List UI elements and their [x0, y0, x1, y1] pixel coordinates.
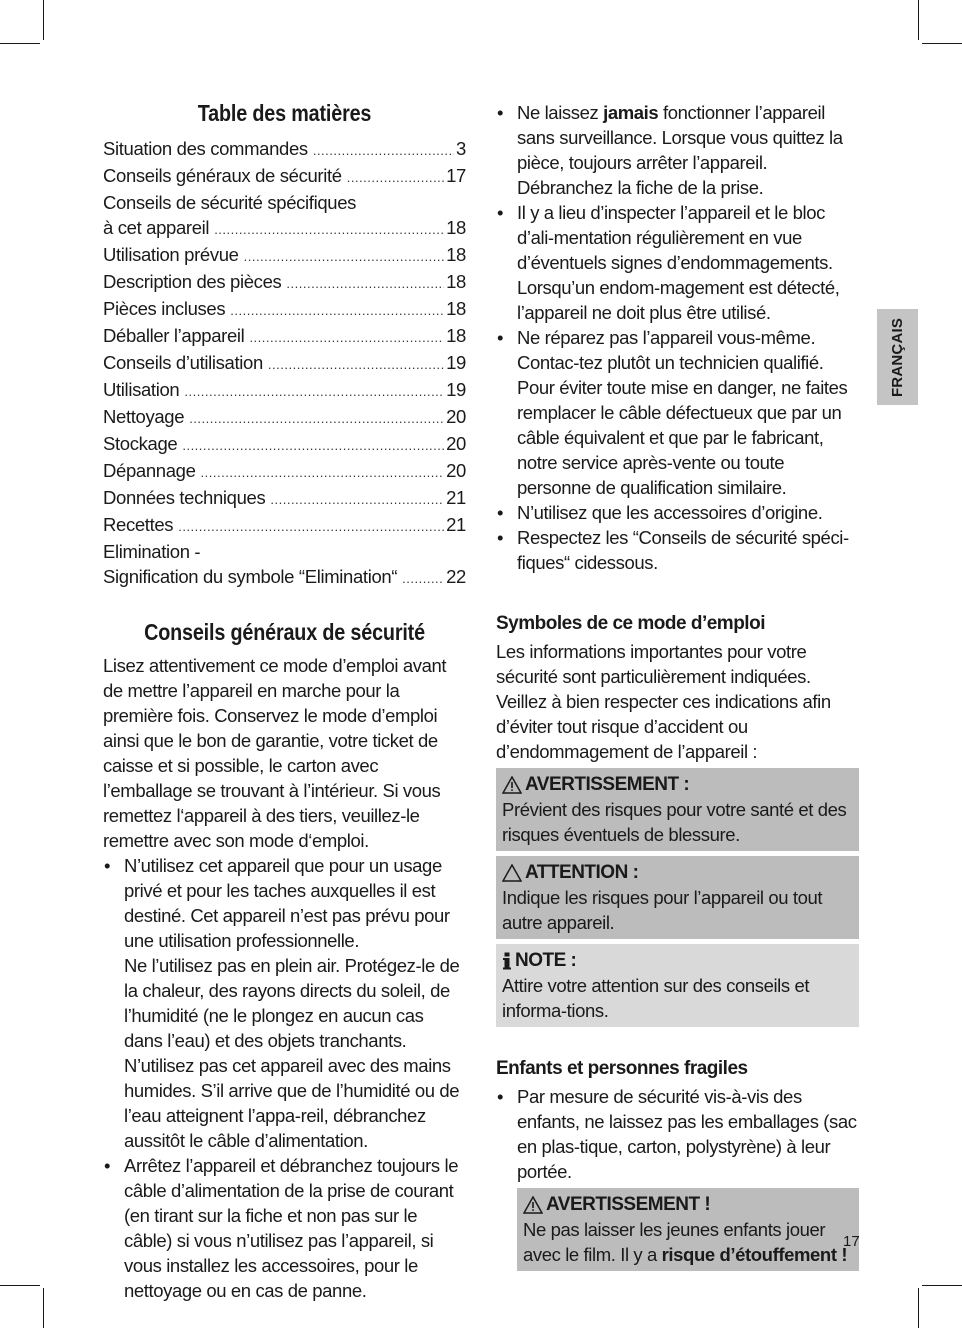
toc-entry-page: 20 [446, 433, 466, 454]
symbols-heading: Symboles de ce mode d’emploi [496, 613, 765, 634]
toc-entry [103, 323, 466, 350]
toc-entry-label: Description des pièces [103, 271, 282, 292]
left-column [103, 100, 466, 1303]
toc-entry-label: Stockage [103, 433, 178, 454]
warning-triangle-icon [502, 776, 522, 794]
toc-dot-leader [244, 244, 445, 269]
list-item [496, 1084, 859, 1271]
toc-title: Table des matières [197, 100, 372, 126]
toc-entry-label: Conseils généraux de sécurité [103, 165, 342, 186]
toc-entry-page: 21 [446, 514, 466, 535]
crop-mark [43, 0, 44, 40]
toc-dot-leader [402, 566, 444, 591]
toc-entry-page: 17 [446, 165, 466, 186]
children-heading: Enfants et personnes fragiles [496, 1058, 748, 1079]
crop-mark [43, 1288, 44, 1328]
attention-triangle-icon [502, 864, 522, 882]
toc-entry-page: 18 [446, 325, 466, 346]
list-item: • Ne réparez pas l’appareil vous-même. Contac-tez plutôt un technicien qualifié. Pour éviter toute mise en danger, ne faites remplacer le câble défectueux que par un câble équivalent et que par le fabricant, notre service après-vente ou toute personne de qualification similaire. [496, 325, 859, 500]
toc-dot-leader [249, 325, 444, 350]
toc-entry-page: 19 [446, 352, 466, 373]
toc-dot-leader [201, 460, 445, 485]
toc-entry-page: 19 [446, 379, 466, 400]
list-item: • N’utilisez que les accessoires d’origine. [496, 500, 859, 525]
warning-text-part: Ne pas laisser les jeunes enfants jouer avec le film. Il y a [523, 1219, 826, 1265]
crop-mark [0, 1285, 40, 1286]
children-warning-title: AVERTISSEMENT ! [546, 1194, 711, 1215]
toc-entry-page: 22 [446, 566, 466, 587]
toc-entry-label: Signification du symbole “Elimination“ [103, 566, 398, 587]
toc-entry-page: 21 [446, 487, 466, 508]
bullet-text: Par mesure de sécurité vis-à-vis des enfants, ne laissez pas les emballages (sac en plas-tique, carton, polystyrène) à leur portée. [517, 1086, 857, 1182]
toc-entry-label: Dépannage [103, 460, 196, 481]
general-safety-list [103, 853, 466, 1303]
note-text: Attire votre attention sur des conseils et informa-tions. [502, 975, 810, 1021]
toc-entry-label: Conseils d’utilisation [103, 352, 263, 373]
crop-mark [0, 43, 40, 44]
bullet-text: Ne l’utilisez pas en plein air. Protégez-le de la chaleur, des rayons directs du soleil, de l’humidité (ne le plongez en aucun cas dans l’eau) et des objets tranchants. N’utilisez pas cet appareil avec des mains humides. S’il arrive que de l’humidité ou de l’eau atteignent l’appa-reil, débranchez aussitôt le câble d’alimentation. [124, 955, 460, 1151]
list-item: • Il y a lieu d’inspecter l’appareil et le bloc d’ali-mentation régulièrement en vue d’éventuels signes d’endommagements. Lorsqu’un endom-magement est détecté, l’appareil ne doit plus être utilisé. [496, 200, 859, 325]
toc-entry-page: 18 [446, 298, 466, 319]
info-icon [502, 952, 512, 970]
toc-dot-leader [182, 433, 444, 458]
toc-entry-label: Pièces incluses [103, 298, 226, 319]
toc-entry-page: 18 [446, 217, 466, 238]
language-tab [877, 309, 918, 405]
warning-text-emphasis: risque d’étouffement ! [661, 1244, 848, 1265]
toc-entry [103, 485, 466, 512]
toc-entry [103, 136, 466, 163]
warning-title: AVERTISSEMENT : [525, 774, 690, 795]
toc-entry-label: Utilisation prévue [103, 244, 239, 265]
attention-text: Indique les risques pour l’appareil ou tout autre appareil. [502, 887, 823, 933]
toc-entry [103, 431, 466, 458]
language-tab-label: FRANÇAIS [889, 317, 907, 397]
right-column [496, 100, 859, 1271]
toc-entry-label: Utilisation [103, 379, 180, 400]
toc-dot-leader [313, 138, 454, 163]
list-item [496, 100, 859, 200]
page-number: 17 [843, 1233, 860, 1250]
toc-dot-leader [347, 165, 444, 190]
toc-entry [103, 215, 466, 242]
toc-entry-page: 20 [446, 460, 466, 481]
toc-entry-label: Elimination - [103, 541, 201, 562]
toc-entry-label: Recettes [103, 514, 174, 535]
attention-title: ATTENTION : [525, 862, 639, 883]
toc-dot-leader [184, 379, 444, 404]
crop-mark [918, 1288, 919, 1328]
toc-entry [103, 564, 466, 591]
list-item: • Respectez les “Conseils de sécurité spéci-fiques“ cidessous. [496, 525, 859, 575]
children-warning-box [517, 1188, 859, 1271]
bullet-text: fonctionner l’appareil sans surveillance. Lorsque vous quittez la pièce, toujours arrêter l’appareil. Débranchez la fiche de la prise. [517, 102, 843, 198]
toc-entry [103, 458, 466, 485]
bullet-text: Ne laissez [517, 102, 604, 123]
table-of-contents [103, 136, 466, 591]
toc-entry-page: 3 [456, 138, 466, 159]
warning-text: Prévient des risques pour votre santé et des risques éventuels de blessure. [502, 799, 847, 845]
toc-entry-page: 20 [446, 406, 466, 427]
toc-entry [103, 269, 466, 296]
toc-entry-page: 18 [446, 271, 466, 292]
warning-triangle-icon [523, 1196, 543, 1214]
bullet-text: N’utilisez cet appareil que pour un usage privé et pour les taches auxquelles il est destiné. Cet appareil n’est pas prévu pour une utilisation professionnelle. [124, 855, 450, 951]
general-safety-title: Conseils généraux de sécurité [144, 619, 425, 645]
general-safety-intro: Lisez attentivement ce mode d’emploi avant de mettre l’appareil en marche pour la première fois. Conservez le mode d’emploi ainsi que le bon de garantie, votre ticket de caisse et si possible, le carton avec l’emballage se trouvant à l’intérieur. Si vous remettez l‘appareil à des tiers, veuillez-le remettre avec son mode d‘emploi. [103, 655, 447, 851]
children-warning-text [523, 1217, 853, 1267]
toc-dot-leader [286, 271, 444, 296]
note-title: NOTE : [515, 950, 577, 971]
list-item: • Arrêtez l’appareil et débranchez toujours le câble d’alimentation de la prise de courant (en tirant sur la fiche et non pas sur le câble) si vous n’utilisez pas l’appareil, si vous installez les accessoires, pour le nettoyage ou en cas de panne. [103, 1153, 466, 1303]
toc-dot-leader [214, 217, 444, 242]
toc-entry-label: Données techniques [103, 487, 266, 508]
crop-mark [922, 43, 962, 44]
toc-dot-leader [178, 514, 444, 539]
list-item [103, 853, 466, 1153]
attention-box [496, 856, 859, 939]
crop-mark [922, 1285, 962, 1286]
crop-mark [918, 0, 919, 40]
emphasis-never: jamais [603, 102, 659, 123]
toc-entry-label: Nettoyage [103, 406, 185, 427]
toc-entry-label: Situation des commandes [103, 138, 308, 159]
toc-dot-leader [189, 406, 444, 431]
toc-entry [103, 512, 466, 539]
children-list [496, 1084, 859, 1271]
symbols-intro: Les informations importantes pour votre sécurité sont particulièrement indiquées. Veillez à bien respecter ces indications afin d’éviter tout risque d’accident ou d’endommagement de l’appareil : [496, 641, 831, 762]
toc-entry [103, 377, 466, 404]
toc-entry [103, 296, 466, 323]
toc-entry [103, 404, 466, 431]
toc-dot-leader [270, 487, 444, 512]
toc-entry [103, 242, 466, 269]
toc-entry-page: 18 [446, 244, 466, 265]
toc-entry-label: à cet appareil [103, 217, 210, 238]
toc-entry-label: Conseils de sécurité spécifiques [103, 192, 357, 213]
toc-entry [103, 350, 466, 377]
toc-dot-leader [230, 298, 444, 323]
toc-dot-leader [268, 352, 444, 377]
warning-box [496, 768, 859, 851]
toc-entry [103, 163, 466, 190]
safety-list-continued [496, 100, 859, 575]
note-box [496, 944, 859, 1027]
toc-entry-label: Déballer l’appareil [103, 325, 245, 346]
